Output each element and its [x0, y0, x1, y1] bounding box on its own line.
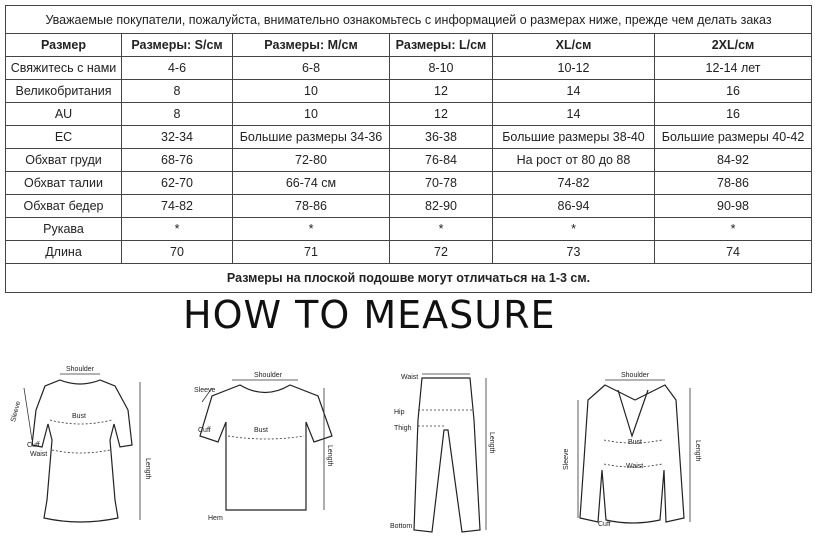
tshirt-cuff-label: Cuff: [198, 427, 211, 434]
table-cell: 76-84: [390, 149, 493, 172]
table-row: [6, 241, 812, 264]
tshirt-bust-label: Bust: [254, 427, 269, 434]
table-cell: 74-82: [493, 172, 655, 195]
pants-illustration: [390, 374, 495, 532]
header-xl: XL/см: [493, 34, 655, 57]
table-header-row: [6, 34, 812, 57]
table-cell: 72-80: [233, 149, 390, 172]
dress-bust-line: [50, 420, 112, 424]
table-cell: 12: [390, 103, 493, 126]
dress-cuff-label: Cuff: [27, 442, 40, 449]
table-row: [6, 126, 812, 149]
how-to-measure-title: HOW TO MEASURE: [183, 293, 556, 337]
table-cell: 14: [493, 103, 655, 126]
table-cell: *: [390, 218, 493, 241]
table-cell: 78-86: [233, 195, 390, 218]
table-row: [6, 103, 812, 126]
table-cell: 10: [233, 103, 390, 126]
table-cell: 10-12: [493, 57, 655, 80]
dress-length-label: Length: [144, 458, 151, 480]
dress-bust-label: Bust: [72, 413, 87, 420]
row-label: AU: [6, 103, 122, 126]
dress-illustration: [10, 366, 151, 522]
table-cell: 74: [655, 241, 812, 264]
table-row: [6, 80, 812, 103]
measure-illustrations: [0, 340, 815, 540]
row-label: EC: [6, 126, 122, 149]
table-cell: 68-76: [122, 149, 233, 172]
row-label: Обхват бедер: [6, 195, 122, 218]
header-s: Размеры: S/см: [122, 34, 233, 57]
dress-waist-label: Waist: [30, 451, 48, 458]
table-note-row: [6, 264, 812, 293]
table-cell: *: [655, 218, 812, 241]
table-cell: 8-10: [390, 57, 493, 80]
table-cell: 70-78: [390, 172, 493, 195]
pants-waist-label: Waist: [401, 374, 419, 381]
header-size: Размер: [6, 34, 122, 57]
table-caption-row: [6, 6, 812, 34]
table-row: [6, 57, 812, 80]
table-cell: 8: [122, 103, 233, 126]
table-cell: 72: [390, 241, 493, 264]
tshirt-length-label: Length: [326, 445, 333, 467]
jacket-illustration: [563, 372, 701, 528]
table-cell: *: [122, 218, 233, 241]
tshirt-outline: [200, 385, 332, 510]
row-label: Рукава: [6, 218, 122, 241]
table-cell: 82-90: [390, 195, 493, 218]
header-2xl: 2XL/см: [655, 34, 812, 57]
jacket-shoulder-label: Shoulder: [621, 372, 650, 379]
table-cell: 90-98: [655, 195, 812, 218]
tshirt-illustration: [194, 372, 333, 522]
table-cell: 32-34: [122, 126, 233, 149]
table-cell: 74-82: [122, 195, 233, 218]
table-cell: 73: [493, 241, 655, 264]
dress-shoulder-label: Shoulder: [66, 366, 95, 373]
table-cell: Большие размеры 34-36: [233, 126, 390, 149]
jacket-sleeve-label: Sleeve: [563, 448, 570, 470]
jacket-length-label: Length: [694, 440, 701, 462]
tshirt-bust-line: [228, 436, 304, 439]
table-cell: 12: [390, 80, 493, 103]
table-cell: На рост от 80 до 88: [493, 149, 655, 172]
table-caption: Уважаемые покупатели, пожалуйста, внимательно ознакомьтесь с информацией о размерах ниже, прежде чем делать заказ: [6, 6, 812, 34]
pants-hip-label: Hip: [394, 409, 405, 416]
table-cell: 4-6: [122, 57, 233, 80]
table-cell: 62-70: [122, 172, 233, 195]
table-cell: 86-94: [493, 195, 655, 218]
table-cell: 6-8: [233, 57, 390, 80]
table-cell: 66-74 см: [233, 172, 390, 195]
pants-length-label: Length: [488, 432, 495, 454]
row-label: Обхват талии: [6, 172, 122, 195]
table-cell: 70: [122, 241, 233, 264]
header-l: Размеры: L/см: [390, 34, 493, 57]
tshirt-hem-label: Hem: [208, 515, 223, 522]
table-row: [6, 149, 812, 172]
jacket-outline: [580, 385, 684, 523]
table-cell: Большие размеры 40-42: [655, 126, 812, 149]
tshirt-shoulder-label: Shoulder: [254, 372, 283, 379]
tshirt-sleeve-label: Sleeve: [194, 387, 216, 394]
header-m: Размеры: M/см: [233, 34, 390, 57]
table-cell: 12-14 лет: [655, 57, 812, 80]
jacket-cuff-label: Cuff: [598, 521, 611, 528]
table-cell: 16: [655, 80, 812, 103]
jacket-bust-label: Bust: [628, 439, 643, 446]
table-cell: 16: [655, 103, 812, 126]
table-cell: Большие размеры 38-40: [493, 126, 655, 149]
table-cell: *: [493, 218, 655, 241]
table-cell: *: [233, 218, 390, 241]
table-note: Размеры на плоской подошве могут отличаться на 1-3 см.: [6, 264, 812, 293]
table-row: [6, 172, 812, 195]
table-row: [6, 195, 812, 218]
dress-waist-line: [52, 450, 110, 453]
table-cell: 71: [233, 241, 390, 264]
row-label: Обхват груди: [6, 149, 122, 172]
pants-outline: [414, 378, 480, 532]
row-label: Свяжитесь с нами: [6, 57, 122, 80]
table-cell: 8: [122, 80, 233, 103]
table-row: [6, 218, 812, 241]
row-label: Длина: [6, 241, 122, 264]
jacket-lapel: [618, 390, 648, 436]
size-table: [5, 5, 812, 293]
pants-bottom-label: Bottom: [390, 523, 413, 530]
table-cell: 14: [493, 80, 655, 103]
dress-sleeve-label: Sleeve: [10, 400, 23, 423]
jacket-waist-label: Waist: [626, 463, 644, 470]
pants-thigh-label: Thigh: [394, 425, 412, 432]
table-cell: 10: [233, 80, 390, 103]
table-cell: 78-86: [655, 172, 812, 195]
row-label: Великобритания: [6, 80, 122, 103]
table-cell: 36-38: [390, 126, 493, 149]
table-cell: 84-92: [655, 149, 812, 172]
